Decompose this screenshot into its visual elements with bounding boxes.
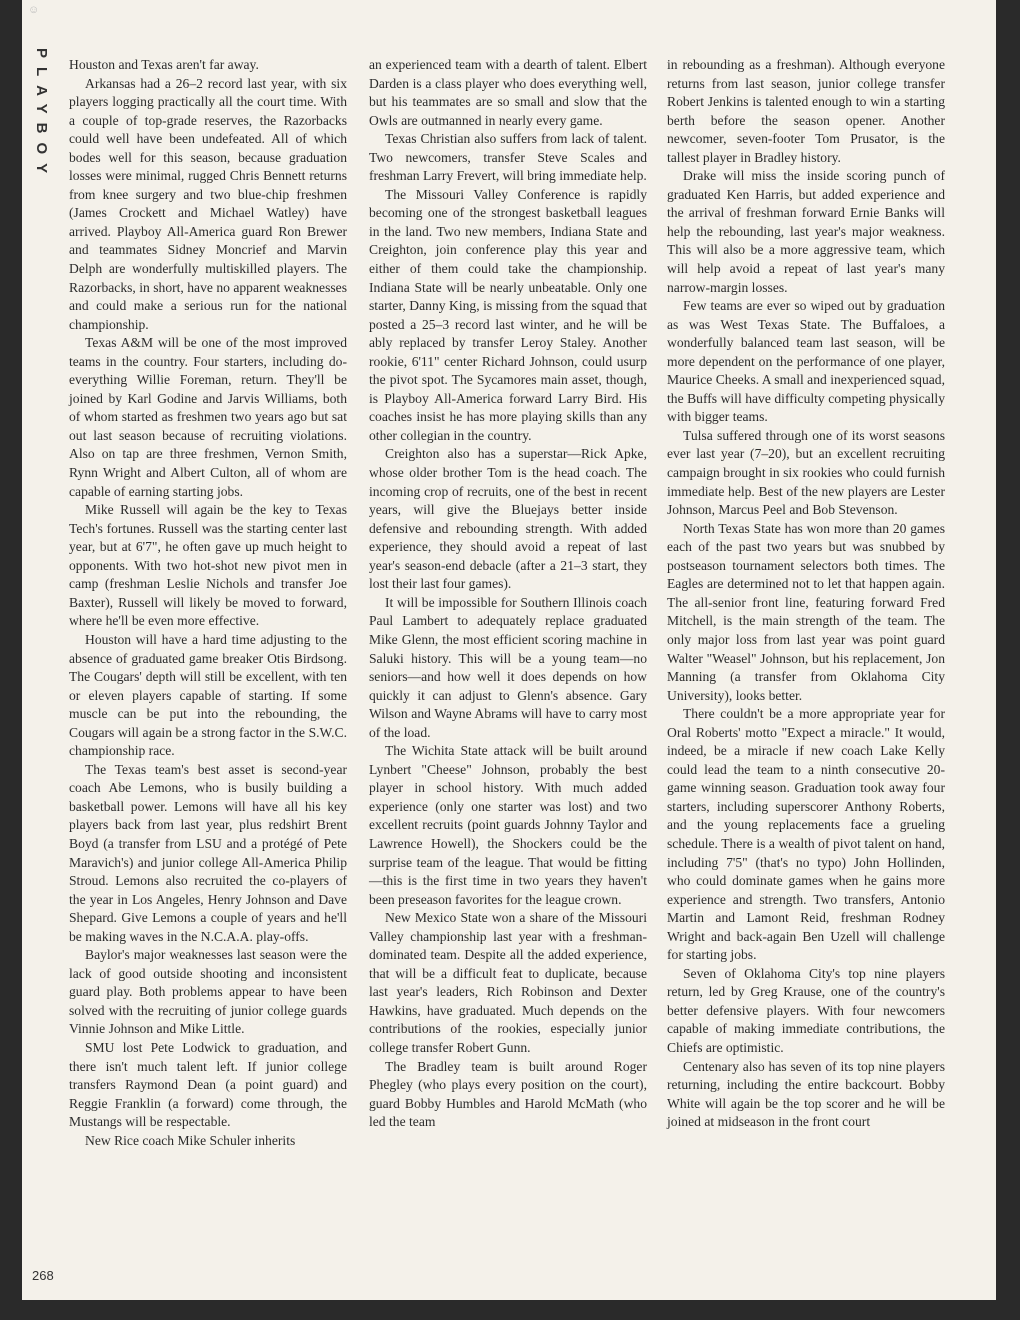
paragraph: Drake will miss the inside scoring punch of graduated Ken Harris, but added experience and the arrival of freshman forward Ernie Banks will help the rebounding, last year's major weakness. This will also be a more aggressive team, which will help avoid a repeat of last year's many narrow-margin losses. (667, 168, 945, 295)
masthead (22, 48, 62, 228)
paragraph: Mike Russell will again be the key to Texas Tech's fortunes. Russell was the starting center last year, but at 6'7", he often gave up much height to opponents. With two hot-shot new pivot men in camp (freshman Leslie Nichols and transfer Joe Baxter), Russell will likely be moved to forward, where he'll be even more effective. (69, 502, 347, 629)
paragraph: Seven of Oklahoma City's top nine players return, led by Greg Krause, one of the country's better defensive players. With four newcomers capable of making immediate contributions, the Chiefs are optimistic. (667, 965, 945, 1055)
page-number: 268 (32, 1268, 54, 1283)
paragraph: Centenary also has seven of its top nine players returning, including the entire backcourt. Bobby White will again be the top scorer and he will be joined at midseason in the front court (667, 1058, 945, 1130)
paragraph: North Texas State has won more than 20 games each of the past two years but was snubbed by postseason tournament selectors both times. The Eagles are determined not to let that happen again. The all-senior front line, featuring forward Fred Mitchell, is the main strength of the team. The only major loss from last year was point guard Walter "Weasel" Johnson, but his replacement, Jon Manning (a transfer from Oklahoma City University), looks better. (667, 520, 945, 703)
paragraph: It will be impossible for Southern Illinois coach Paul Lambert to adequately replace graduated Mike Glenn, the most efficient scoring machine in Saluki history. This will be a young team—no seniors—and how well it does depends on how quickly it can adjust to Glenn's absence. Gary Wilson and Wayne Abrams will have to carry most of the load. (369, 594, 647, 740)
column-3 (667, 56, 945, 1132)
paragraph: The Missouri Valley Conference is rapidly becoming one of the strongest basketball leagues in the land. Two new members, Indiana State and Creighton, join conference play this year and either of them could take the championship. Indiana State will be nearly unbeatable. Only one starter, Danny King, is missing from the squad that posted a 25–3 record last winter, and he will be ably replaced by transfer Leroy Staley. Another rookie, 6'11" center Richard Johnson, could usurp the pivot spot. The Sycamores main asset, though, is Playboy All-America forward Larry Bird. His coaches insist he has more playing skills than any other collegian in the country. (369, 186, 647, 443)
paragraph: Texas Christian also suffers from lack of talent. Two newcomers, transfer Steve Scales and freshman Larry Frevert, will bring immediate help. (369, 131, 647, 184)
paragraph: There couldn't be a more appropriate year for Oral Roberts' motto "Expect a miracle." It would, indeed, be a miracle if new coach Lake Kelly could lead the team to a ninth consecutive 20-game winning season. Graduation took away four starters, including superscorer Anthony Roberts, and the young replacements face a grueling schedule. There is a wealth of pivot talent on hand, including 7'5" (that's no typo) John Hollinden, who could dominate games when he gains more experience and strength. Two transfers, Antonio Martin and Lamont Reid, freshman Rodney Wright and back-again Ben Uzell will challenge for starting jobs. (667, 706, 945, 963)
masthead-text: PLAYBOY (33, 48, 50, 183)
paragraph: Houston and Texas aren't far away. (69, 57, 259, 72)
column-2 (369, 56, 647, 1132)
paragraph: Arkansas had a 26–2 record last year, with six players logging practically all the court time. With a couple of top-grade reserves, the Razorbacks could well have been undefeated. All of which bodes well for this season, because graduation losses were minimal, rugged Chris Bennett returns from knee surgery and two blue-chip freshmen (James Crockett and Michael Watley) have arrived. Playboy All-America guard Ron Brewer and teammates Sidney Moncrief and Marvin Delph are wonderfully multiskilled players. The Razorbacks, in short, have no apparent weaknesses and could make a serious run for the national championship. (69, 75, 347, 332)
paragraph: SMU lost Pete Lodwick to graduation, and there isn't much talent left. If junior college transfers Raymond Dean (a point guard) and Reggie Franklin (a forward) come through, the Mustangs will be respectable. (69, 1039, 347, 1130)
paragraph: Houston will have a hard time adjusting to the absence of graduated game breaker Otis Birdsong. The Cougars' depth will still be excellent, with ten or eleven players capable of starting. If some muscle can be put into the rebounding, the Cougars will again be a strong factor in the S.W.C. championship race. (69, 631, 347, 759)
paragraph: The Texas team's best asset is second-year coach Abe Lemons, who is busily building a basketball power. Lemons will have all his key players back from last year, plus redshirt Brent Boyd (a transfer from LSU and a protégé of Pete Maravich's) and junior college All-America Philip Stroud. Lemons also recruited the co-players of the year in Los Angeles, Henry Johnson and Dave Shepard. Give Lemons a couple of years and he'll be making waves in the N.C.A.A. play-offs. (69, 761, 347, 944)
paragraph: The Bradley team is built around Roger Phegley (who plays every position on the court), guard Bobby Humbles and Harold McMath (who led the team (369, 1058, 647, 1130)
paragraph: Creighton also has a superstar—Rick Apke, whose older brother Tom is the head coach. The incoming crop of recruits, one of the best in recent years, will give the Bluejays better inside defensive and rebounding strength. With added experience, they should avoid a repeat of last year's season-end debacle (after a 21–3 start, they lost their last four games). (369, 446, 647, 592)
paragraph: Tulsa suffered through one of its worst seasons ever last year (7–20), but an excellent recruiting campaign brought in six rookies who could furnish immediate help. Best of the new players are Lester Johnson, Marcus Peel and Bob Stevenson. (667, 427, 945, 518)
paragraph: The Wichita State attack will be built around Lynbert "Cheese" Johnson, probably the best player in school history. With much added experience (only one starter was lost) and two excellent recruits (point guards Johnny Taylor and Lawrence Howell), the Shockers could be the surprise team of the league. That would be fitting—this is the first time in two years they haven't been preseason favorites for the league crown. (369, 743, 647, 907)
paragraph: Baylor's major weaknesses last season were the lack of good outside shooting and inconsistent guard play. Both problems appear to have been solved with the recruiting of junior college guards Vinnie Johnson and Mike Little. (69, 947, 347, 1037)
paragraph: in rebounding as a freshman). Although everyone returns from last season, junior college transfer Robert Jenkins is talented enough to win a starting berth before the season opener. Another newcomer, seven-footer Tom Prusator, is the tallest player in Bradley history. (667, 57, 945, 165)
column-1 (69, 56, 347, 1150)
paragraph: Texas A&M will be one of the most improved teams in the country. Four starters, including do-everything Willie Foreman, return. They'll be joined by Karl Godine and Jarvis Williams, both of whom started as freshmen two years ago but sat out last season because of recruiting violations. Also on tap are three freshmen, Vernon Smith, Rynn Wright and Albert Culton, all of whom are capable of earning starting jobs. (69, 335, 347, 499)
paragraph: Few teams are ever so wiped out by graduation as was West Texas State. The Buffaloes, a wonderfully balanced team last season, will be more dependent on the performance of one player, Maurice Cheeks. A small and inexperienced squad, the Buffs will have difficulty competing physically with bigger teams. (667, 298, 945, 425)
paragraph: an experienced team with a dearth of talent. Elbert Darden is a class player who does everything well, but his teammates are so small and slow that the Owls are outmanned in nearly every game. (369, 57, 647, 128)
paragraph: New Mexico State won a share of the Missouri Valley championship last year with a freshman-dominated team. Despite all the added experience, that will be a difficult feat to duplicate, because last year's leaders, Rich Robinson and Dexter Hawkins, have graduated. Much depends on the contributions of the rookies, especially junior college transfer Robert Gunn. (369, 910, 647, 1055)
magazine-page (22, 0, 996, 1300)
paragraph: New Rice coach Mike Schuler inherits (85, 1132, 296, 1148)
corner-mark: ☺ (28, 4, 40, 16)
